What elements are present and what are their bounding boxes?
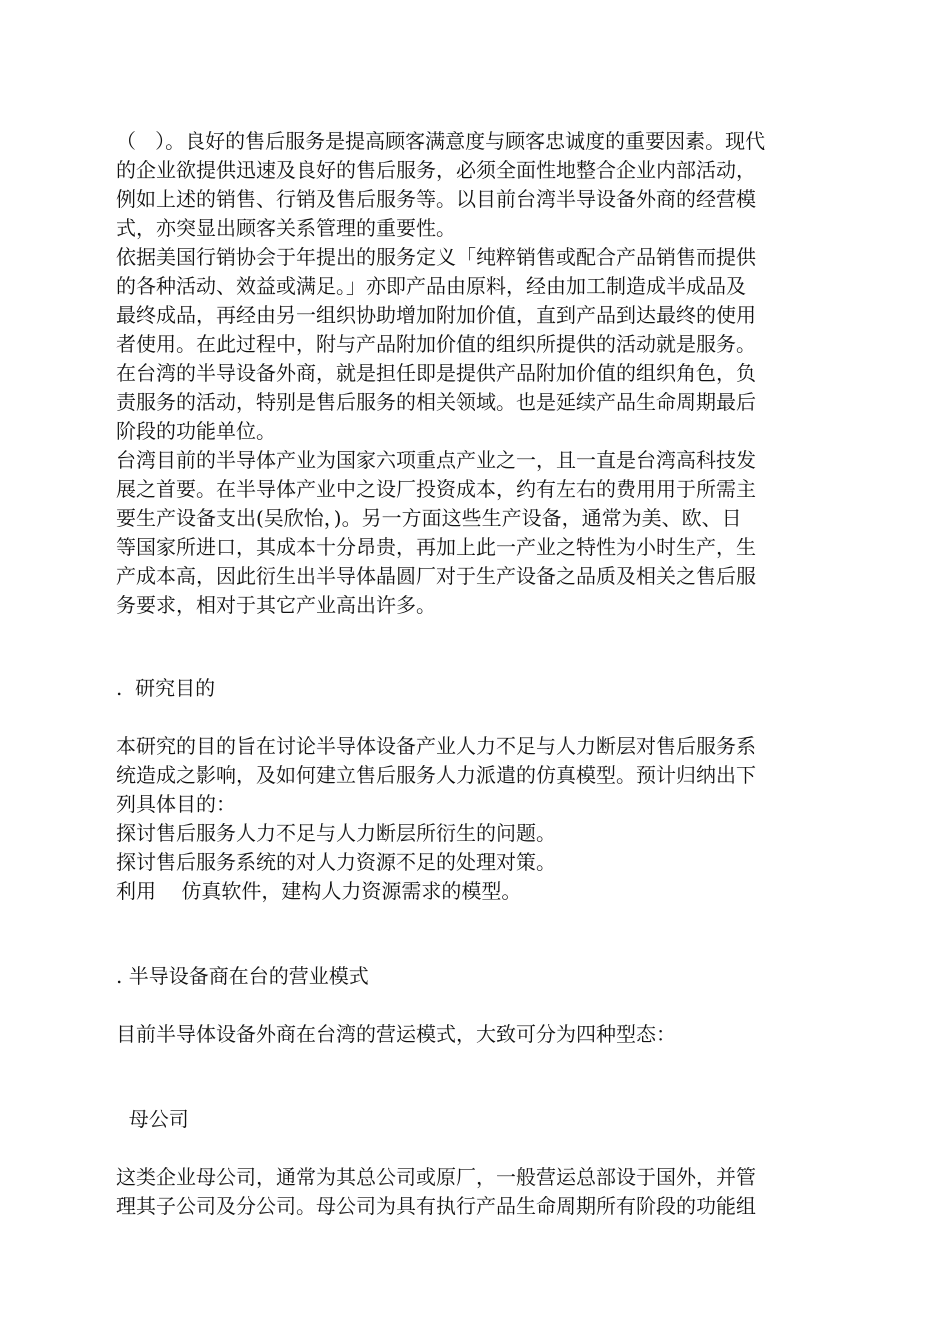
subheading-parent-company	[116, 1105, 836, 1134]
text-line: 的企业欲提供迅速及良好的售后服务，必须全面性地整合企业内部活动，	[116, 158, 756, 182]
section-heading-business-model	[116, 962, 836, 991]
text-line: 本研究的目的旨在讨论半导体设备产业人力不足与人力断层对售后服务系	[116, 734, 756, 758]
text-line: 最终成品，再经由另一组织协助增加附加价值，直到产品到达最终的使用	[116, 303, 756, 327]
text-line: 例如上述的销售、行销及售后服务等。以目前台湾半导设备外商的经营模	[116, 187, 756, 211]
text-line: 台湾目前的半导体产业为国家六项重点产业之一，且一直是台湾高科技发	[116, 448, 756, 472]
text-line: 等国家所进口，其成本十分昂贵，再加上此一产业之特性为小时生产，生	[116, 535, 756, 559]
text-line: 目前半导体设备外商在台湾的营运模式，大致可分为四种型态：	[116, 1022, 676, 1046]
paragraph-research-purpose	[116, 732, 836, 819]
text-line: 在台湾的半导设备外商，就是担任即是提供产品附加价值的组织角色，负	[116, 361, 756, 385]
text-line: 产成本高，因此衍生出半导体晶圆厂对于生产设备之品质及相关之售后服	[116, 564, 756, 588]
list-item: 探讨售后服务人力不足与人力断层所衍生的问题。	[116, 821, 556, 845]
text-line: 阶段的功能单位。	[116, 419, 276, 443]
text-line: 这类企业母公司，通常为其总公司或原厂，一般营运总部设于国外，并管	[116, 1165, 756, 1189]
text-line: 依据美国行销协会于年提出的服务定义「纯粹销售或配合产品销售而提供	[116, 245, 756, 269]
list-item: 利用 仿真软件，建构人力资源需求的模型。	[116, 879, 522, 903]
text-line: 式，亦突显出顾客关系管理的重要性。	[116, 216, 456, 240]
paragraph-service-definition	[116, 243, 836, 446]
subsection-heading: 母公司	[116, 1107, 189, 1131]
text-line: 务要求，相对于其它产业高出许多。	[116, 593, 436, 617]
text-line: 理其子公司及分公司。母公司为具有执行产品生命周期所有阶段的功能组	[116, 1194, 756, 1218]
text-line: 责服务的活动，特别是售后服务的相关领域。也是延续产品生命周期最后	[116, 390, 756, 414]
paragraph-parent-company	[116, 1163, 836, 1221]
paragraph-after-sales-importance	[116, 127, 836, 243]
text-line: 展之首要。在半导体产业中之设厂投资成本，约有左右的费用用于所需主	[116, 477, 756, 501]
text-line: 的各种活动、效益或满足。」亦即产品由原料，经由加工制造成半成品及	[116, 274, 746, 298]
paragraph-four-models	[116, 1020, 836, 1049]
purpose-list	[116, 819, 836, 906]
text-line: 者使用。在此过程中，附与产品附加价值的组织所提供的活动就是服务。	[116, 332, 756, 356]
text-line: 列具体目的：	[116, 792, 236, 816]
paragraph-semiconductor-industry	[116, 446, 836, 620]
text-line: 统造成之影响，及如何建立售后服务人力派遣的仿真模型。预计归纳出下	[116, 763, 756, 787]
section-heading: . 研究目的	[116, 676, 216, 700]
text-line: （ ）。良好的售后服务是提高顾客满意度与顾客忠诚度的重要因素。现代	[116, 129, 766, 153]
section-heading-research-purpose	[116, 674, 836, 703]
list-item: 探讨售后服务系统的对人力资源不足的处理对策。	[116, 850, 556, 874]
section-heading: . 半导设备商在台的营业模式	[116, 964, 369, 988]
text-line: 要生产设备支出(吴欣怡，)。另一方面这些生产设备，通常为美、欧、日	[116, 506, 742, 530]
